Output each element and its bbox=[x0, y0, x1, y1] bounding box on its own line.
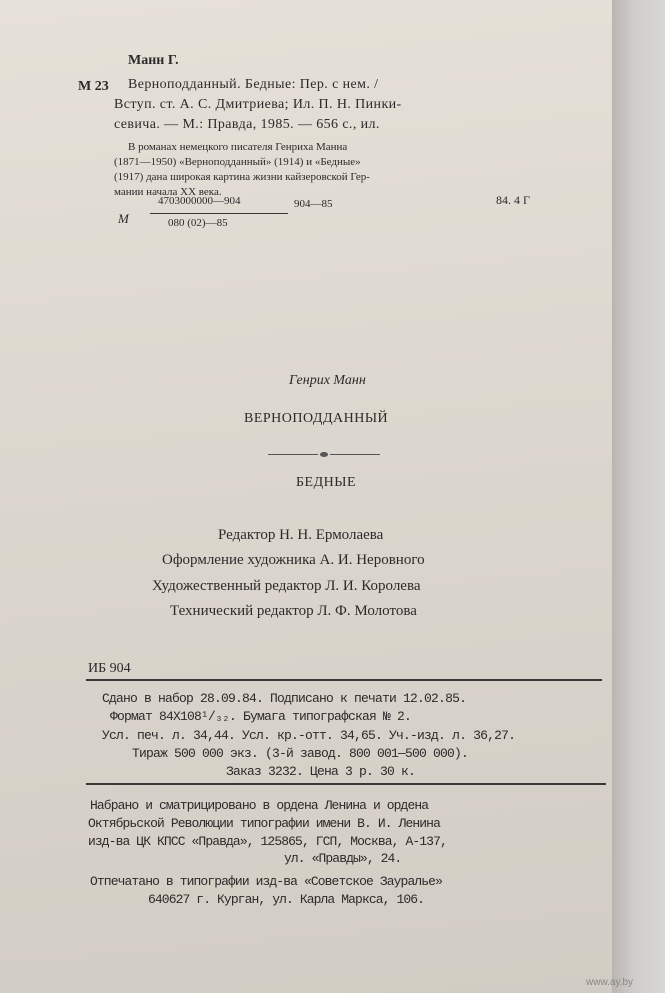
annotation-line-2: (1871—1950) «Верноподданный» (1914) и «Бедные» bbox=[114, 156, 361, 168]
title-ornament bbox=[268, 452, 380, 458]
book-title: ВЕРНОПОДДАННЫЙ bbox=[244, 411, 389, 426]
catalog-line-1: Верноподданный. Бедные: Пер. с нем. / bbox=[128, 77, 379, 92]
imprint-line-3: Усл. печ. л. 34,44. Усл. кр.-отт. 34,65. Уч.-изд. л. 36,27. bbox=[102, 728, 516, 743]
credit-designer: Оформление художника А. И. Неровного bbox=[162, 552, 425, 568]
credit-editor: Редактор Н. Н. Ермолаева bbox=[218, 527, 384, 543]
printing-line-3: изд-ва ЦК КПСС «Правда», 125865, ГСП, Москва, А-137, bbox=[88, 834, 447, 849]
imprint-line-4: Тираж 500 000 экз. (3-й завод. 800 001—500 000). bbox=[132, 746, 469, 761]
annotation-line-3: (1917) дана широкая картина жизни кайзеровской Гер- bbox=[114, 171, 370, 183]
credit-art-editor: Художественный редактор Л. И. Королева bbox=[152, 578, 421, 594]
printing-line-2: Октябрьской Революции типографии имени В. И. Ленина bbox=[88, 816, 440, 831]
book-subtitle: БЕДНЫЕ bbox=[296, 475, 357, 490]
imprint-rule-top bbox=[86, 679, 602, 681]
fraction-suffix: 904—85 bbox=[294, 198, 333, 210]
fraction-numerator: 4703000000—904 bbox=[158, 195, 241, 207]
printing-line-1: Набрано и сматрицировано в ордена Ленина и ордена bbox=[90, 798, 429, 813]
catalog-line-2: Вступ. ст. А. С. Дмитриева; Ил. П. Н. Пинки- bbox=[114, 97, 402, 112]
imprint-line-1: Сдано в набор 28.09.84. Подписано к печати 12.02.85. bbox=[102, 691, 467, 706]
printing-line-4: ул. «Правды», 24. bbox=[284, 851, 402, 866]
classification-code: 84. 4 Г bbox=[496, 193, 530, 207]
catalog-author: Манн Г. bbox=[128, 53, 179, 68]
catalog-line-3: севича. — М.: Правда, 1985. — 656 с., ил. bbox=[114, 117, 380, 132]
imprint-line-5: Заказ 3232. Цена 3 р. 30 к. bbox=[226, 764, 416, 779]
printing-line-6: 640627 г. Курган, ул. Карла Маркса, 106. bbox=[148, 892, 425, 907]
fraction-bar bbox=[150, 213, 288, 214]
page-edge-shadow bbox=[612, 0, 665, 993]
book-author: Генрих Манн bbox=[289, 373, 366, 388]
credit-tech-editor: Технический редактор Л. Ф. Молотова bbox=[170, 603, 417, 619]
annotation-line-4: мании начала XX века. bbox=[114, 186, 222, 198]
catalog-code: М 23 bbox=[78, 79, 109, 94]
imprint-line-2: Формат 84Х108¹/₃₂. Бумага типографская № 2. bbox=[110, 709, 412, 724]
annotation-line-1: В романах немецкого писателя Генриха Манна bbox=[128, 141, 348, 153]
imprint-nb: ИБ 904 bbox=[88, 661, 131, 676]
watermark-text: www.ay.by bbox=[586, 977, 634, 988]
imprint-rule-bottom bbox=[86, 783, 606, 785]
fraction-denominator: 080 (02)—85 bbox=[168, 217, 228, 229]
printing-line-5: Отпечатано в типографии изд-ва «Советское Зауралье» bbox=[90, 874, 442, 889]
fraction-prefix: М bbox=[118, 211, 129, 226]
